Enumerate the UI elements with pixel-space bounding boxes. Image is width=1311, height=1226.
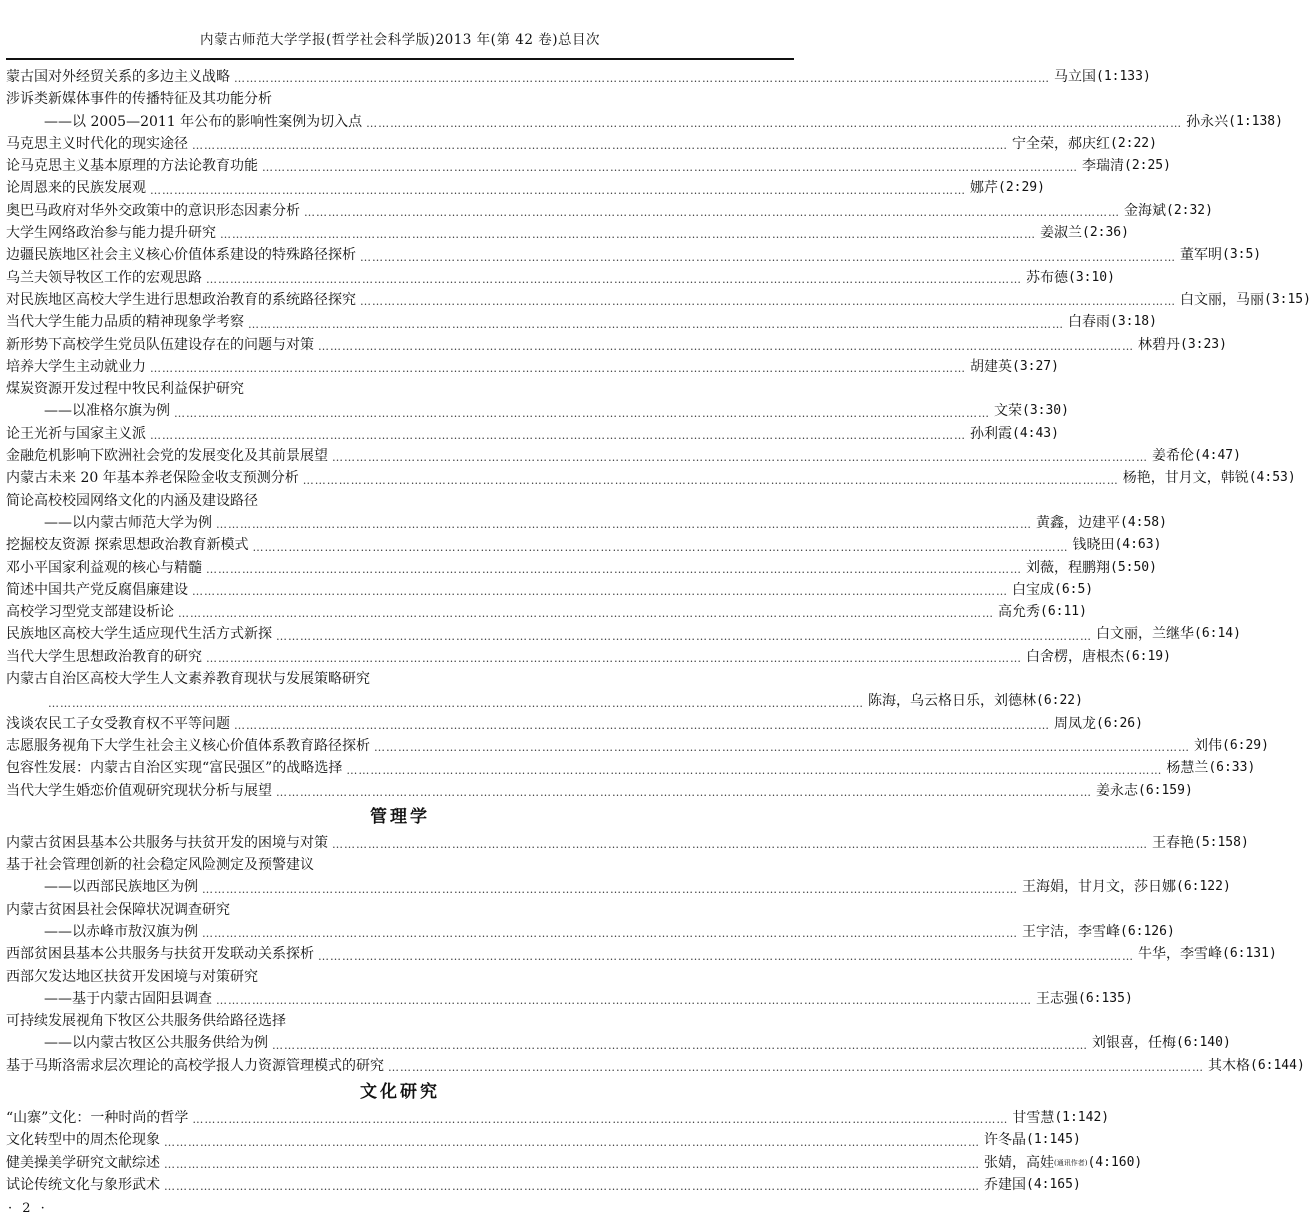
dot-leader: …………………………………………………………………………………………………………………………………………………………………………………… (318, 949, 1134, 963)
entry-title: 煤炭资源开发过程中牧民利益保护研究 (6, 381, 244, 398)
entry-title: 高校学习型党支部建设析论 (6, 604, 174, 621)
entry-author: 白舍楞，唐根杰 (1026, 648, 1124, 665)
entry-author: 甘雪慧 (1012, 1110, 1055, 1127)
entry-title: 奥巴马政府对华外交政策中的意识形态因素分析 (6, 202, 300, 219)
entry-title: 邓小平国家利益观的核心与精髓 (6, 559, 202, 576)
dot-leader: …………………………………………………………………………………………………………………………………………………………………………………… (216, 994, 1032, 1008)
entry-issue-page: (5:50) (1110, 559, 1157, 575)
entry-author: 马立国 (1054, 69, 1096, 85)
entry-title: 西部欠发达地区扶贫开发困境与对策研究 (6, 968, 258, 985)
entry-issue-page: (2:36) (1082, 225, 1129, 241)
toc-entry (6, 921, 1175, 943)
entry-title: 志愿服务视角下大学生社会主义核心价值体系教育路径探析 (6, 737, 370, 754)
entry-title: 蒙古国对外经贸关系的多边主义战略 (6, 69, 230, 85)
entry-title: ——以内蒙古牧区公共服务供给为例 (44, 1035, 268, 1052)
entry-issue-page: (5:158) (1194, 834, 1249, 850)
header-rule (6, 58, 794, 60)
dot-leader: …………………………………………………………………………………………………………………………………………………………………………………… (366, 116, 1183, 130)
entry-issue-page: (1:145) (1026, 1132, 1081, 1148)
entry-author: 高允秀 (998, 604, 1040, 621)
entry-issue-page: (6:131) (1222, 946, 1277, 962)
toc-entry (6, 943, 1277, 965)
entry-author: 刘银喜，任梅 (1092, 1035, 1176, 1052)
entry-issue-page: (4:58) (1120, 514, 1167, 530)
toc-entry (6, 267, 1115, 289)
toc-entry (6, 534, 1162, 556)
entry-title: 简论高校校园网络文化的内涵及建设路径 (6, 492, 258, 509)
dot-leader: …………………………………………………………………………………………………………………………………………………………………………………… (318, 339, 1134, 353)
dot-leader: …………………………………………………………………………………………………………………………………………………………………………………… (346, 763, 1163, 777)
toc-entry (6, 133, 1157, 155)
entry-author: 董军明 (1180, 247, 1222, 264)
entry-issue-page: (3:10) (1068, 269, 1115, 285)
toc-entry (6, 289, 1311, 311)
entry-author: 金海斌 (1124, 202, 1166, 219)
dot-leader: …………………………………………………………………………………………………………………………………………………………………………………… (202, 882, 1018, 896)
entry-author: 孙永兴 (1186, 113, 1229, 130)
dot-leader: …………………………………………………………………………………………………………………………………………………………………………………… (174, 406, 990, 420)
entry-author: 王志强 (1036, 990, 1078, 1007)
entry-title: 论王光祈与国家主义派 (6, 425, 146, 442)
entry-author: 宁全荣，郝庆红 (1012, 135, 1110, 152)
entry-issue-page: (3:23) (1180, 336, 1227, 352)
toc-entry (6, 832, 1249, 854)
toc-entry (6, 200, 1213, 222)
dot-leader: …………………………………………………………………………………………………………………………………………………………………………………… (164, 1157, 980, 1171)
dot-leader: …………………………………………………………………………………………………………………………………………………………………………………… (164, 1135, 980, 1149)
entry-issue-page: (2:29) (998, 180, 1045, 196)
entry-issue-page: (6:135) (1078, 990, 1133, 1006)
dot-leader: …………………………………………………………………………………………………………………………………………………………………………………… (216, 518, 1032, 532)
toc-entry (6, 1107, 1110, 1129)
toc-entry (6, 854, 794, 876)
entry-author: 胡建英 (970, 358, 1012, 375)
dot-leader: …………………………………………………………………………………………………………………………………………………………………………………… (206, 272, 1022, 286)
toc-entry (6, 244, 1262, 266)
toc-entry (6, 423, 1059, 445)
entry-author: 钱晓田 (1072, 537, 1115, 554)
entry-title: 内蒙古未来 20 年基本养老保险金收支预测分析 (6, 470, 299, 487)
toc-entry (6, 668, 794, 690)
table-of-contents (6, 66, 1311, 1196)
entry-author: 娜芹 (970, 180, 998, 197)
entry-author: 王春艳 (1152, 834, 1194, 851)
toc-entry (6, 579, 1094, 601)
toc-entry (6, 1152, 1143, 1174)
entry-author: 许冬晶 (984, 1132, 1026, 1149)
entry-author: 王海娟，甘月文，莎日娜 (1022, 879, 1176, 896)
dot-leader: …………………………………………………………………………………………………………………………………………………………………………………… (302, 473, 1119, 487)
dot-leader: …………………………………………………………………………………………………………………………………………………………………………………… (220, 228, 1036, 242)
section-heading: 文化研究 (360, 1082, 440, 1103)
entry-issue-page: (2:32) (1166, 202, 1213, 218)
entry-issue-page: (4:53) (1248, 470, 1296, 486)
toc-entry (6, 690, 1083, 712)
entry-author: 姜淑兰 (1040, 225, 1082, 242)
dot-leader: …………………………………………………………………………………………………………………………………………………………………………………… (332, 451, 1148, 465)
entry-issue-page: (6:159) (1138, 782, 1193, 798)
entry-title: 可持续发展视角下牧区公共服务供给路径选择 (6, 1013, 286, 1030)
dot-leader: …………………………………………………………………………………………………………………………………………………………………………………… (192, 1113, 1009, 1127)
entry-title: 内蒙古贫困县社会保障状况调查研究 (6, 901, 230, 918)
dot-leader: …………………………………………………………………………………………………………………………………………………………………………………… (374, 741, 1190, 755)
entry-title: ——以 2005—2011 年公布的影响性案例为切入点 (44, 113, 363, 130)
entry-title: 大学生网络政治参与能力提升研究 (6, 225, 216, 242)
entry-title: 当代大学生能力品质的精神现象学考察 (6, 314, 244, 331)
dot-leader: …………………………………………………………………………………………………………………………………………………………………………………… (150, 362, 966, 376)
entry-issue-page: (2:22) (1110, 135, 1157, 151)
entry-issue-page: (3:30) (1022, 403, 1069, 419)
dot-leader: …………………………………………………………………………………………………………………………………………………………………………………… (360, 250, 1176, 264)
entry-title: 文化转型中的周杰伦现象 (6, 1132, 160, 1149)
toc-entry (6, 1010, 794, 1032)
dot-leader: …………………………………………………………………………………………………………………………………………………………………………………… (206, 652, 1022, 666)
dot-leader: …………………………………………………………………………………………………………………………………………………………………………………… (248, 317, 1064, 331)
entry-title: ——基于内蒙古固阳县调查 (44, 990, 212, 1007)
entry-author: 陈海，乌云格日乐，刘德林 (868, 693, 1036, 710)
entry-title: 马克思主义时代化的现实途径 (6, 135, 188, 152)
entry-author: 姜永志 (1096, 782, 1138, 799)
entry-issue-page: (1:133) (1096, 69, 1151, 84)
page-number: · 2 · (8, 1201, 48, 1216)
toc-entry (6, 757, 1256, 779)
entry-title: 试论传统文化与象形武术 (6, 1176, 160, 1193)
entry-title: 挖掘校友资源 探索思想政治教育新模式 (6, 537, 249, 554)
toc-entry (6, 713, 1143, 735)
toc-entry (6, 490, 794, 512)
dot-leader: …………………………………………………………………………………………………………………………………………………………………………………… (272, 1038, 1088, 1052)
dot-leader: …………………………………………………………………………………………………………………………………………………………………………………… (192, 139, 1008, 153)
toc-entry (6, 623, 1241, 645)
dot-leader: …………………………………………………………………………………………………………………………………………………………………………………… (234, 718, 1050, 732)
dot-leader: …………………………………………………………………………………………………………………………………………………………………………………… (252, 540, 1069, 554)
entry-title: 涉诉类新媒体事件的传播特征及其功能分析 (6, 91, 272, 108)
toc-entry (6, 1032, 1231, 1054)
entry-title: 培养大学生主动就业力 (6, 358, 146, 375)
toc-entry (6, 467, 1296, 489)
toc-entry (6, 557, 1157, 579)
toc-entry (6, 378, 794, 400)
entry-title: 西部贫困县基本公共服务与扶贫开发联动关系探析 (6, 946, 314, 963)
toc-entry (6, 88, 794, 110)
entry-title: 乌兰夫领导牧区工作的宏观思路 (6, 269, 202, 286)
entry-author: 白宝成 (1012, 581, 1054, 598)
entry-issue-page: (6:144) (1250, 1057, 1305, 1073)
toc-entry (6, 111, 1283, 133)
dot-leader: …………………………………………………………………………………………………………………………………………………………………………………… (262, 161, 1078, 175)
toc-entry (6, 334, 1227, 356)
entry-author: 林碧丹 (1138, 336, 1180, 353)
dot-leader: …………………………………………………………………………………………………………………………………………………………………………………… (360, 295, 1176, 309)
entry-author: 王宇洁，李雪峰 (1022, 923, 1120, 940)
toc-entry (6, 356, 1059, 378)
entry-issue-page: (1:138) (1228, 113, 1283, 129)
entry-author: 白文丽，兰继华 (1096, 626, 1194, 643)
toc-entry (6, 1129, 1081, 1151)
entry-issue-page: (6:5) (1054, 581, 1094, 597)
entry-issue-page: (4:63) (1114, 537, 1162, 553)
toc-entry (6, 1055, 1305, 1077)
entry-title: 当代大学生婚恋价值观研究现状分析与展望 (6, 782, 272, 799)
entry-author: 刘伟 (1194, 737, 1222, 754)
entry-issue-page: (1:142) (1054, 1110, 1110, 1126)
entry-title: ——以准格尔旗为例 (44, 403, 170, 420)
dot-leader: …………………………………………………………………………………………………………………………………………………………………………………… (304, 206, 1120, 220)
toc-entry (6, 646, 1171, 668)
entry-title: 金融危机影响下欧洲社会党的发展变化及其前景展望 (6, 448, 328, 465)
toc-entry (6, 966, 794, 988)
entry-title: 民族地区高校大学生适应现代生活方式新探 (6, 626, 272, 643)
dot-leader: …………………………………………………………………………………………………………………………………………………………………………………… (276, 629, 1092, 643)
toc-entry (6, 601, 1087, 623)
entry-title: ——以内蒙古师范大学为例 (44, 514, 212, 531)
entry-author: 白春雨 (1068, 314, 1110, 331)
entry-title: 基于社会管理创新的社会稳定风险测定及预警建议 (6, 857, 314, 874)
entry-issue-page: (6:14) (1194, 626, 1241, 642)
toc-entry (6, 222, 1129, 244)
toc-entry (6, 445, 1241, 467)
entry-title: “山寨”文化：一种时尚的哲学 (6, 1110, 189, 1127)
entry-issue-page: (6:26) (1096, 715, 1143, 731)
toc-entry (6, 1174, 1081, 1196)
entry-author: 刘薇，程鹏翔 (1026, 559, 1110, 576)
dot-leader: …………………………………………………………………………………………………………………………………………………………………………………… (234, 72, 1050, 86)
author-note: (通讯作者) (1054, 1158, 1088, 1167)
entry-issue-page: (3:27) (1012, 358, 1059, 374)
entry-title: 边疆民族地区社会主义核心价值体系建设的特殊路径探析 (6, 247, 356, 264)
entry-issue-page: (6:11) (1040, 604, 1087, 620)
entry-author: 文荣 (994, 403, 1022, 420)
entry-issue-page: (4:47) (1194, 448, 1241, 464)
dot-leader: …………………………………………………………………………………………………………………………………………………………………………………… (388, 1061, 1204, 1075)
entry-issue-page: (4:43) (1012, 425, 1059, 441)
entry-issue-page: (6:29) (1222, 737, 1269, 753)
toc-entry (6, 988, 1133, 1010)
entry-title: 基于马斯洛需求层次理论的高校学报人力资源管理模式的研究 (6, 1057, 384, 1074)
dot-leader: …………………………………………………………………………………………………………………………………………………………………………………… (150, 429, 966, 443)
entry-title: 内蒙古自治区高校大学生人文素养教育现状与发展策略研究 (6, 671, 370, 688)
dot-leader: …………………………………………………………………………………………………………………………………………………………………………………… (164, 1180, 980, 1194)
entry-title: 论周恩来的民族发展观 (6, 180, 146, 197)
entry-title: 健美操美学研究文献综述 (6, 1154, 160, 1171)
entry-title: 新形势下高校学生党员队伍建设存在的问题与对策 (6, 336, 314, 353)
entry-issue-page: (6:33) (1208, 760, 1256, 776)
dot-leader: …………………………………………………………………………………………………………………………………………………………………………………… (192, 585, 1008, 599)
entry-issue-page: (6:140) (1176, 1035, 1231, 1051)
entry-issue-page: (3:15) (1264, 291, 1311, 307)
entry-title: 包容性发展：内蒙古自治区实现“富民强区”的战略选择 (6, 760, 343, 777)
entry-author: 黄鑫，边建平 (1036, 514, 1120, 531)
dot-leader: …………………………………………………………………………………………………………………………………………………………………………………… (178, 607, 994, 621)
running-head: 内蒙古师范大学学报(哲学社会科学版)2013 年(第 42 卷)总目次 (200, 32, 600, 48)
entry-issue-page: (4:160) (1087, 1154, 1143, 1170)
dot-leader: …………………………………………………………………………………………………………………………………………………………………………………… (150, 183, 966, 197)
toc-entry (6, 899, 794, 921)
toc-entry (6, 400, 1069, 422)
entry-title: 论马克思主义基本原理的方法论教育功能 (6, 158, 258, 175)
toc-entry (6, 66, 1151, 88)
toc-entry (6, 512, 1167, 534)
entry-title: 当代大学生思想政治教育的研究 (6, 648, 202, 665)
entry-issue-page: (6:122) (1176, 879, 1231, 895)
entry-author: 苏布德 (1026, 269, 1068, 286)
toc-entry (6, 177, 1045, 199)
entry-author: 杨慧兰 (1166, 760, 1209, 777)
dot-leader: …………………………………………………………………………………………………………………………………………………………………………………… (48, 696, 864, 710)
entry-issue-page: (3:5) (1222, 247, 1262, 263)
entry-issue-page: (2:25) (1124, 158, 1171, 174)
dot-leader: …………………………………………………………………………………………………………………………………………………………………………………… (206, 562, 1022, 576)
entry-author: 姜希伦 (1152, 448, 1194, 465)
entry-author: 孙利霞 (970, 425, 1012, 442)
entry-title: 对民族地区高校大学生进行思想政治教育的系统路径探究 (6, 291, 356, 308)
entry-author: 张婧，高娃 (984, 1154, 1054, 1171)
entry-author: 杨艳，甘月文，韩锐 (1122, 470, 1249, 487)
toc-entry (6, 735, 1269, 757)
toc-entry (6, 876, 1231, 898)
dot-leader: …………………………………………………………………………………………………………………………………………………………………………………… (202, 927, 1018, 941)
toc-entry (6, 155, 1171, 177)
dot-leader: …………………………………………………………………………………………………………………………………………………………………………………… (332, 838, 1148, 852)
entry-issue-page: (6:22) (1036, 693, 1083, 709)
entry-author: 其木格 (1208, 1057, 1250, 1074)
entry-author: 白文丽，马丽 (1180, 291, 1264, 308)
entry-title: 简述中国共产党反腐倡廉建设 (6, 581, 188, 598)
dot-leader: …………………………………………………………………………………………………………………………………………………………………………………… (276, 785, 1092, 799)
entry-issue-page: (4:165) (1026, 1176, 1081, 1192)
entry-issue-page: (6:126) (1120, 923, 1175, 939)
entry-issue-page: (6:19) (1124, 648, 1171, 664)
entry-title: ——以西部民族地区为例 (44, 879, 198, 896)
entry-author: 乔建国 (984, 1176, 1026, 1193)
entry-title: ——以赤峰市敖汉旗为例 (44, 923, 198, 940)
entry-title: 浅谈农民工子女受教育权不平等问题 (6, 715, 230, 732)
entry-issue-page: (3:18) (1110, 314, 1157, 330)
toc-entry (6, 311, 1157, 333)
entry-author: 周凤龙 (1054, 715, 1096, 732)
section-heading: 管理学 (370, 806, 430, 827)
entry-author: 李瑞清 (1082, 158, 1124, 175)
entry-author: 牛华，李雪峰 (1138, 946, 1222, 963)
entry-title: 内蒙古贫困县基本公共服务与扶贫开发的困境与对策 (6, 834, 328, 851)
toc-entry (6, 780, 1193, 802)
